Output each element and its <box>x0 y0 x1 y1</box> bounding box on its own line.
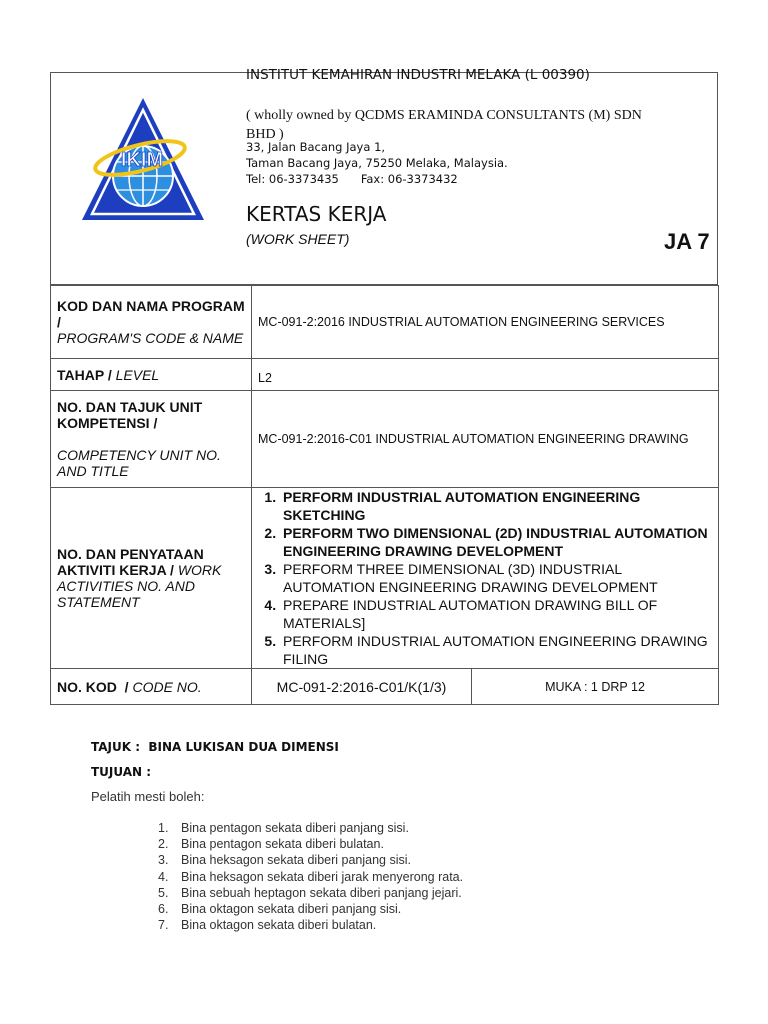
objective-item: 2. Bina pentagon sekata diberi bulatan. <box>158 837 384 852</box>
document-code: JA 7 <box>664 229 710 254</box>
program-row <box>51 286 719 359</box>
activities-value <box>252 488 719 669</box>
program-label <box>51 286 252 359</box>
logo-text: IKIM <box>120 149 164 171</box>
activities-label-ms: NO. DAN PENYATAAN AKTIVITI KERJA <box>57 546 204 578</box>
code-label <box>51 669 252 705</box>
code-value: MC-091-2:2016-C01/K(1/3) <box>252 669 472 705</box>
address-line-1: 33, Jalan Bacang Jaya 1, <box>246 140 386 154</box>
info-table <box>50 285 719 705</box>
objective-text: Bina pentagon sekata diberi panjang sisi. <box>181 821 409 835</box>
objective-text: Bina sebuah heptagon sekata diberi panjang jejari. <box>181 885 462 900</box>
activities-label <box>51 488 252 669</box>
objective-heading: TUJUAN : <box>91 765 152 779</box>
level-value: L2 <box>252 359 719 391</box>
unit-value: MC-091-2:2016-C01 INDUSTRIAL AUTOMATION ENGINEERING DRAWING <box>252 391 719 488</box>
ownership-line: ( wholly owned by QCDMS ERAMINDA CONSULTANTS (M) SDN BHD ) <box>246 108 642 142</box>
page-number: MUKA : 1 DRP 12 <box>472 669 719 705</box>
institute-name: INSTITUT KEMAHIRAN INDUSTRI MELAKA (L 00390) <box>246 67 590 83</box>
activity-item: 1. PERFORM INDUSTRIAL AUTOMATION ENGINEERING SKETCHING <box>280 488 712 524</box>
ikim-logo <box>80 96 206 222</box>
activity-item: 2. PERFORM TWO DIMENSIONAL (2D) INDUSTRIAL AUTOMATION ENGINEERING DRAWING DEVELOPMENT <box>280 524 712 560</box>
unit-label-en: COMPETENCY UNIT NO. AND TITLE <box>57 447 221 479</box>
program-label-ms: KOD DAN NAMA PROGRAM <box>57 298 245 314</box>
objective-text: Bina oktagon sekata diberi bulatan. <box>181 918 377 933</box>
document-title: KERTAS KERJA <box>246 202 387 226</box>
topic-heading: TAJUK : BINA LUKISAN DUA DIMENSI <box>91 740 339 754</box>
activities-list <box>258 488 712 668</box>
objective-item: 1. Bina pentagon sekata diberi panjang sisi. <box>158 821 409 835</box>
activity-item: 4. PREPARE INDUSTRIAL AUTOMATION DRAWING BILL OF MATERIALS] <box>280 596 712 632</box>
tel-number: Tel: 06-3373435 <box>246 172 339 186</box>
activities-row <box>51 488 719 669</box>
objective-item: 7. Bina oktagon sekata diberi bulatan. <box>158 918 377 933</box>
objective-item: 5. Bina sebuah heptagon sekata diberi panjang jejari. <box>158 885 462 900</box>
code-row <box>51 669 719 705</box>
objective-text: Bina oktagon sekata diberi panjang sisi. <box>181 902 402 917</box>
fax-number: Fax: 06-3373432 <box>360 172 458 186</box>
code-label-en: CODE NO. <box>132 678 202 695</box>
unit-row <box>51 391 719 488</box>
objective-item: 6. Bina oktagon sekata diberi panjang sisi. <box>158 902 402 917</box>
program-label-en: PROGRAM'S CODE & NAME <box>57 330 244 346</box>
level-row <box>51 359 719 391</box>
activity-item: 5. PERFORM INDUSTRIAL AUTOMATION ENGINEERING DRAWING FILING <box>280 632 712 668</box>
address-line-2: Taman Bacang Jaya, 75250 Melaka, Malaysia. <box>246 156 508 170</box>
activity-item: 3. PERFORM THREE DIMENSIONAL (3D) INDUSTRIAL AUTOMATION ENGINEERING DRAWING DEVELOPMENT <box>280 560 712 596</box>
objective-intro: Pelatih mesti boleh: <box>91 789 205 804</box>
unit-label-sep: / <box>149 415 158 431</box>
level-label-ms: TAHAP <box>57 366 104 383</box>
objective-text: Bina pentagon sekata diberi bulatan. <box>181 837 384 852</box>
unit-label <box>51 391 252 488</box>
objective-item: 4. Bina heksagon sekata diberi jarak menyerong rata. <box>158 869 464 884</box>
objective-item: 3. Bina heksagon sekata diberi panjang sisi. <box>158 853 412 868</box>
objective-text: Bina heksagon sekata diberi jarak menyerong rata. <box>181 869 464 884</box>
document-subtitle: (WORK SHEET) <box>246 231 350 247</box>
contact-line <box>246 171 458 187</box>
activities-label-en: WORK ACTIVITIES NO. AND STATEMENT <box>57 562 222 610</box>
objectives-list <box>158 820 463 933</box>
program-label-sep: / <box>57 314 61 330</box>
level-label-en: LEVEL <box>115 366 160 383</box>
code-label-ms: NO. KOD <box>57 678 117 695</box>
objective-text: Bina heksagon sekata diberi panjang sisi. <box>181 853 412 868</box>
program-value: MC-091-2:2016 INDUSTRIAL AUTOMATION ENGINEERING SERVICES <box>252 286 719 359</box>
level-label-sep: / <box>103 366 116 383</box>
unit-label-ms: NO. DAN TAJUK UNIT KOMPETENSI <box>57 399 203 431</box>
code-label-sep: / <box>116 678 133 695</box>
level-label <box>51 359 252 391</box>
activities-label-sep: / <box>166 562 178 578</box>
